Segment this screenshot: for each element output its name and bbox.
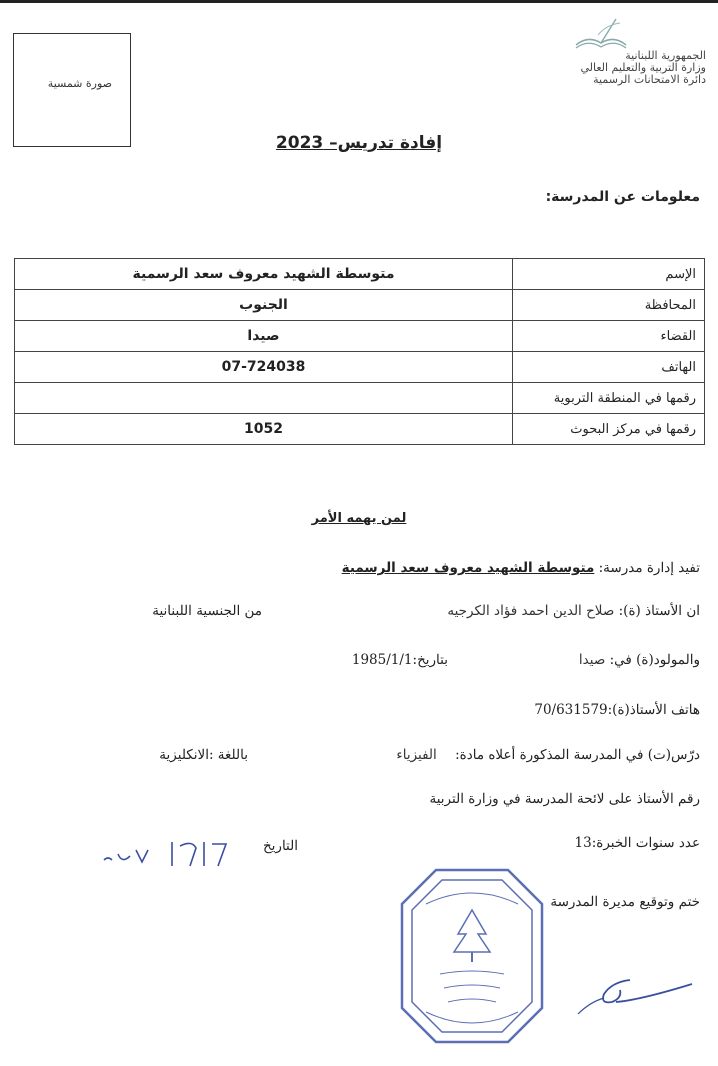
registry-line: رقم الأستاذ على لائحة المدرسة في وزارة التربية [429,791,700,807]
experience-label: عدد سنوات الخبرة: [591,835,700,851]
table-row [15,290,705,321]
row-value: صيدا [15,321,513,352]
teacher-name: صلاح الدين احمد فؤاد الكرجيه [447,603,615,619]
table-row [15,352,705,383]
header-line-ministry: وزارة التربية والتعليم العالي [580,61,706,74]
row-label: رقمها في المنطقة التربوية [513,383,705,414]
subject-line [396,747,700,763]
school-statement [342,560,700,576]
birth-date-line [352,652,448,668]
ministry-logo [568,15,634,51]
experience-line [575,835,700,851]
nationality: من الجنسية اللبنانية [152,603,262,619]
row-value: متوسطة الشهيد معروف سعد الرسمية [15,259,513,290]
row-value: 07-724038 [15,352,513,383]
school-info-heading: معلومات عن المدرسة: [545,189,700,205]
school-statement-name: متوسطة الشهيد معروف سعد الرسمية [341,560,595,576]
row-label: الهاتف [513,352,705,383]
teacher-line [447,603,700,619]
table-row [15,259,705,290]
birth-date-label: بتاريخ: [412,652,448,668]
table-row [15,383,705,414]
photo-placeholder [13,33,131,147]
document-title: إفادة تدريس– 2023 [275,133,443,153]
director-signature [560,962,700,1022]
birth-place-line [579,652,700,668]
subject: الفيزياء [396,747,437,763]
handwritten-date [100,836,248,874]
row-value: 1052 [15,414,513,445]
experience-years: 13 [574,835,592,851]
row-value: الجنوب [15,290,513,321]
teaching-language: باللغة :الانكليزية [159,747,248,763]
to-whom-heading: لمن يهمه الأمر [311,511,407,526]
top-border [0,0,718,3]
teacher-phone: 70/631579 [534,702,608,718]
header-line-republic: الجمهورية اللبنانية [625,49,706,62]
official-stamp [396,864,548,1048]
table-row [15,414,705,445]
header-line-department: دائرة الامتحانات الرسمية [593,73,706,86]
birth-place: صيدا [578,652,606,668]
birth-place-label: والمولود(ة) في: [609,652,700,668]
table-row [15,321,705,352]
row-label: المحافظة [513,290,705,321]
teacher-phone-line [534,702,700,718]
teacher-label: ان الأستاذ (ة): [618,603,700,619]
school-info-table [14,258,705,445]
date-field-label: التاريخ [262,838,298,854]
birth-date: 1985/1/1 [351,652,413,668]
row-label: الإسم [513,259,705,290]
row-label: رقمها في مركز البحوث [513,414,705,445]
school-statement-label: تفيد إدارة مدرسة: [598,560,700,576]
row-value [15,383,513,414]
photo-label: صورة شمسية [47,77,112,90]
ministry-header [486,50,706,86]
row-label: القضاء [513,321,705,352]
teacher-phone-label: هاتف الأستاذ(ة): [607,702,700,718]
subject-label: درّس(ت) في المدرسة المذكورة أعلاه مادة: [455,747,700,763]
signature-label: ختم وتوقيع مديرة المدرسة [550,894,700,910]
